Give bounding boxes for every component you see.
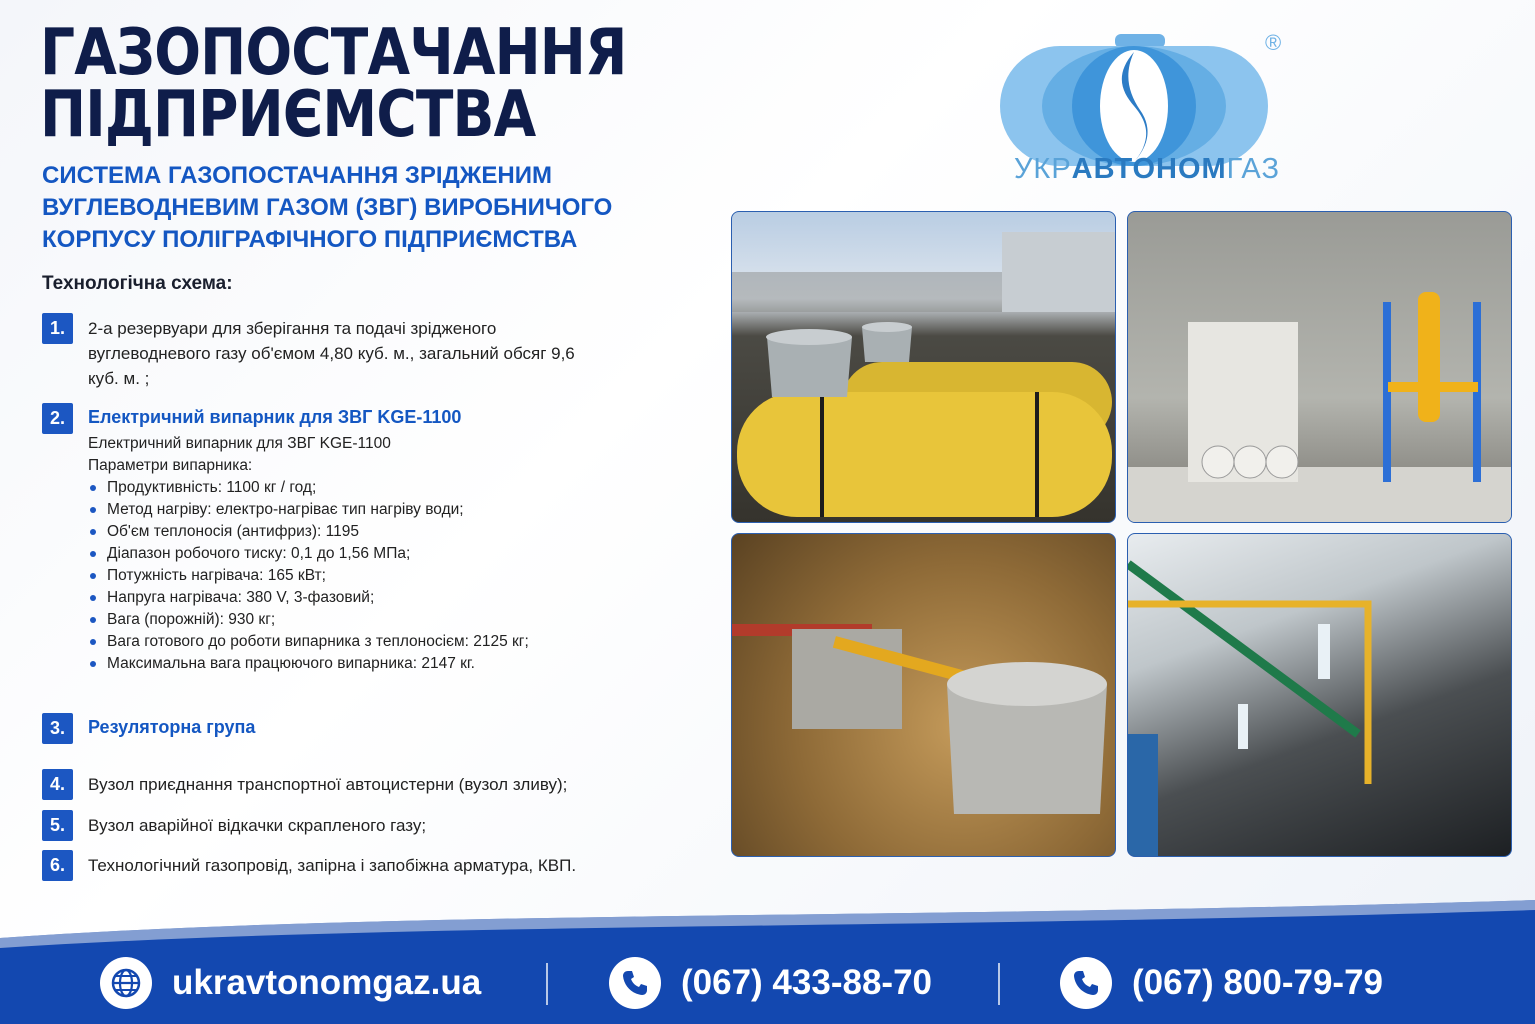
- photo-indoor-pipeline: [1127, 533, 1512, 857]
- param-item: Вага (порожній): 930 кг;: [88, 609, 688, 631]
- params-label: Параметри випарника:: [88, 457, 253, 474]
- item-number: 4.: [42, 769, 73, 800]
- item-number: 3.: [42, 713, 73, 744]
- param-item: Метод нагріву: електро-нагріває тип нагріву води;: [88, 499, 688, 521]
- item-text: Технологічний газопровід, запірна і запобіжна арматура, КВП.: [88, 856, 577, 875]
- param-item: Діапазон робочого тиску: 0,1 до 1,56 МПа;: [88, 543, 688, 565]
- globe-icon: [100, 957, 152, 1009]
- website-link[interactable]: ukravtonomgaz.ua: [172, 963, 482, 1002]
- evaporator-name: Електричний випарник для ЗВГ KGE-1100: [88, 435, 391, 452]
- item-text: 2-а резервуари для зберігання та подачі зрідженого вуглеводневого газу об'ємом 4,80 куб. м., загальний обсяг 9,6 куб. м. ;: [88, 319, 575, 388]
- item-number: 5.: [42, 810, 73, 841]
- title-line-2: ПІДПРИЄМСТВА: [40, 78, 536, 152]
- contact-phone-1[interactable]: [609, 955, 932, 1011]
- logo-text-part1: УКР: [1014, 153, 1072, 185]
- logo-text-part3: ГАЗ: [1226, 153, 1280, 185]
- params-list: [88, 477, 688, 675]
- photo-gas-tanks: [731, 211, 1116, 523]
- logo-text: [1014, 153, 1280, 186]
- phone-link-2[interactable]: (067) 800-79-79: [1132, 963, 1383, 1002]
- evaporator-illustration: [1128, 212, 1511, 522]
- footer-divider: [998, 963, 1000, 1005]
- subtitle: СИСТЕМА ГАЗОПОСТАЧАННЯ ЗРІДЖЕНИМ ВУГЛЕВОДНЕВИМ ГАЗОМ (ЗВГ) ВИРОБНИЧОГО КОРПУСУ ПОЛІГРАФІЧНОГО ПІДПРИЄМСТВА: [42, 162, 613, 253]
- phone-icon: [1060, 957, 1112, 1009]
- contact-website[interactable]: [100, 955, 481, 1011]
- param-item: Продуктивність: 1100 кг / год;: [88, 477, 688, 499]
- phone-icon: [609, 957, 661, 1009]
- item-text: Вузол приєднання транспортної автоцистерни (вузол зливу);: [88, 775, 568, 794]
- param-item: Об'єм теплоносія (антифриз): 1195: [88, 521, 688, 543]
- logo-text-part2: АВТОНОМ: [1071, 153, 1227, 185]
- item-number: 1.: [42, 313, 73, 344]
- evaporator-details: [88, 433, 688, 675]
- registered-mark-text: ®: [1265, 30, 1282, 55]
- phone-link-1[interactable]: (067) 433-88-70: [681, 963, 932, 1002]
- title-line-1: ГАЗОПОСТАЧАННЯ: [40, 16, 627, 90]
- scheme-heading: Технологічна схема:: [42, 273, 233, 294]
- item-number: 2.: [42, 403, 73, 434]
- item-text: Вузол аварійної відкачки скрапленого газу;: [88, 816, 427, 835]
- item-number: 6.: [42, 850, 73, 881]
- param-item: Вага готового до роботи випарника з теплоносієм: 2125 кг;: [88, 631, 688, 653]
- photo-evaporator: [1127, 211, 1512, 523]
- underground-illustration: [732, 534, 1115, 856]
- item-title: Резуляторна група: [88, 717, 256, 737]
- param-item: Потужність нагрівача: 165 кВт;: [88, 565, 688, 587]
- photo-underground-tanks: [731, 533, 1116, 857]
- pipeline-illustration: [1128, 534, 1511, 856]
- contact-phone-2[interactable]: [1060, 955, 1383, 1011]
- footer-divider: [546, 963, 548, 1005]
- tanks-illustration: [732, 212, 1115, 522]
- item-title: Електричний випарник для ЗВГ KGE-1100: [88, 407, 462, 427]
- page-title: [40, 16, 627, 152]
- param-item: Напруга нагрівача: 380 V, 3-фазовий;: [88, 587, 688, 609]
- param-item: Максимальна вага працюючого випарника: 2147 кг.: [88, 653, 688, 675]
